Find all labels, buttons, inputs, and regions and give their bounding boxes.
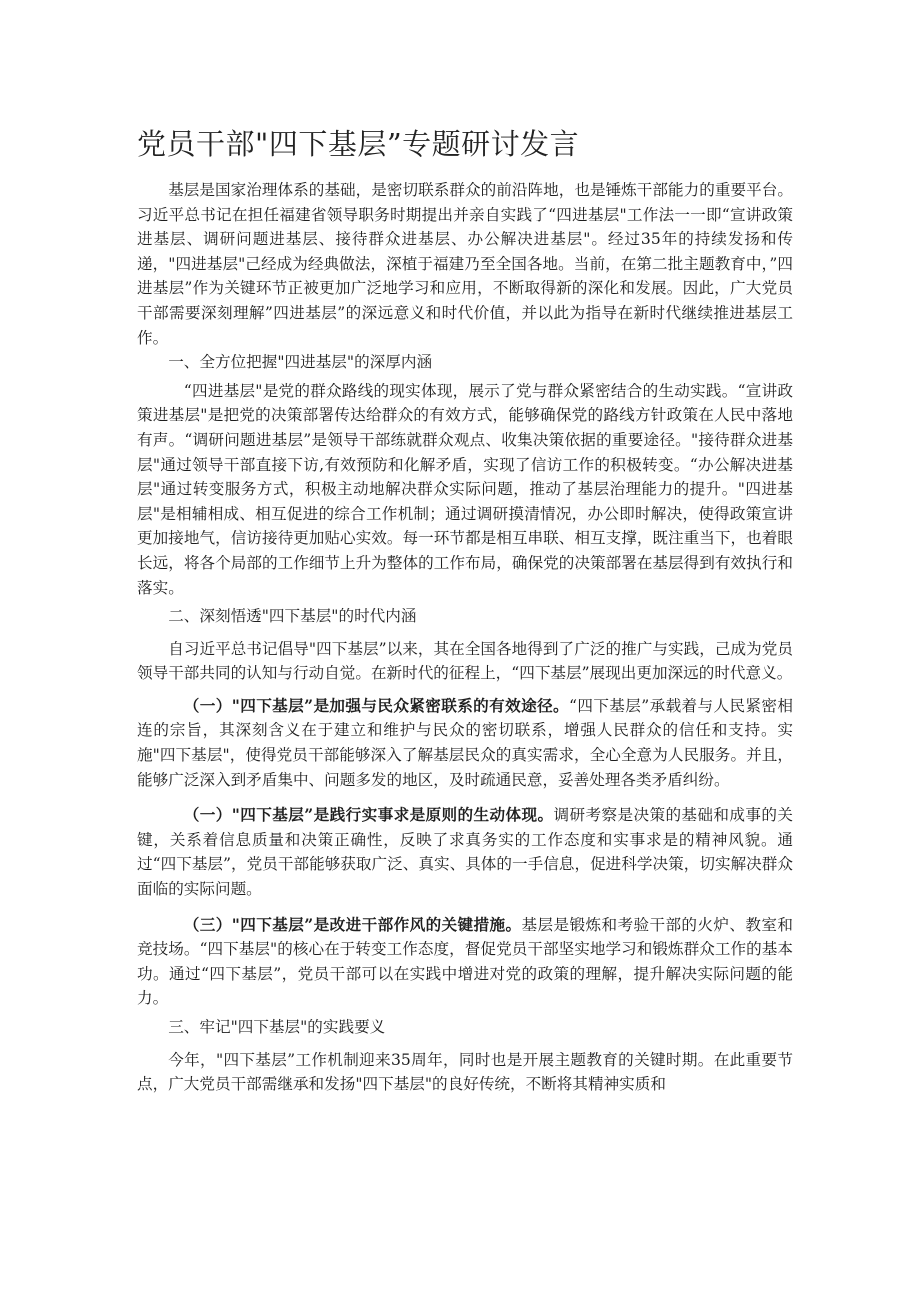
subsection-2-lead: （一）"四下基层”是践行实事求是原则的生动体现。 — [183, 805, 554, 825]
section-2-paragraph: 自习近平总书记倡导"四下基层”以来，其在全国各地得到了广泛的推广与实践，己成为党员领导干部共同的认知与行动自觉。在新时代的征程上，“四下基层”展现出更加深远的时代意义。 — [137, 639, 793, 683]
document-body — [137, 178, 793, 1097]
intro-paragraph: 基层是国家治理体系的基础，是密切联系群众的前沿阵地，也是锤炼干部能力的重要平台。习近平总书记在担任福建省领导职务时期提出并亲自实践了“四进基层"工作法一一即“宣讲政策进基层、调研问题进基层、接待群众进基层、办公解决进基层"。经过35年的持续发扬和传递，"四进基层"己经成为经典做法，深植于福建乃至全国各地。当前，在第二批主题教育中，”四进基层”作为关键环节正被更加广泛地学习和应用，不断取得新的深化和发展。因此，广大党员干部需要深刻理解”四进基层”的深远意义和时代价值，并以此为指导在新时代继续推进基层工作。 — [137, 181, 793, 347]
section-3-heading: 三、牢记"四下基层"的实践要义 — [168, 1018, 386, 1036]
section-2-heading: 二、深刻悟透"四下基层"的时代内涵 — [168, 607, 417, 626]
subsection-3-body: 基层是锻炼和考验干部的火炉、教室和竞技场。“四下基层"的核心在于转变工作态度，督促党员干部坚实地学习和锻炼群众工作的基本功。通过“四下基层”，党员干部可以在实践中增进对党的政策的理解，提升解决实际问题的能力。 — [137, 915, 793, 1008]
section-1-heading: 一、全方位把握"四进基层"的深厚内涵 — [168, 353, 433, 372]
subsection-1-body: “四下基层”承载着与人民紧密相连的宗旨，其深刻含义在于建立和维护与民众的密切联系，增强人民群众的信任和支持。实施"四下基层"，使得党员干部能够深入了解基层民众的真实需求，全心全意为人民服务。并且，能够广泛深入到矛盾集中、问题多发的地区，及时疏通民意，妥善处理各类矛盾纠纷。 — [137, 696, 793, 789]
subsection-3-paragraph — [137, 913, 793, 1011]
subsection-3-lead: （三）"四下基层”是改进干部作风的关键措施。 — [183, 914, 522, 934]
section-1-paragraph: “四进基层"是党的群众路线的现实体现，展示了党与群众紧密结合的生动实践。“宣讲政策进基层"是把党的决策部署传达给群众的有效方式，能够确保党的路线方针政策在人民中落地有声。“调研问题进基层”是领导干部练就群众观点、收集决策依据的重要途径。"接待群众进基层"通过领导干部直接下访,有效预防和化解矛盾，实现了信访工作的积极转变。“办公解决进基层"通过转变服务方式，积极主动地解决群众实际问题，推动了基层治理能力的提升。"四进基层"是相辅相成、相互促进的综合工作机制；通过调研摸清情况，办公即时解决，使得政策宣讲更加接地气，信访接待更加贴心实效。每一环节都是相互串联、相互支撑，既注重当下，也着眼长远，将各个局部的工作细节上升为整体的工作布局，确保党的决策部署在基层得到有效执行和落实。 — [137, 381, 793, 597]
section-3-paragraph: 今年，"四下基层”工作机制迎来35周年，同时也是开展主题教育的关键时期。在此重要节点，广大党员干部需继承和发扬"四下基层"的良好传统，不断将其精神实质和 — [137, 1050, 793, 1094]
document-title: 党员干部"四下基层”专题研讨发言 — [137, 127, 580, 161]
subsection-1-lead: （一）"四下基层”是加强与民众紧密联系的有效途径。 — [183, 695, 570, 715]
subsection-2-body: 调研考察是决策的基础和成事的关键，关系着信息质量和决策正确性，反映了求真务实的工作态度和实事求是的精神风貌。通过“四下基层”，党员干部能够获取广泛、真实、具体的一手信息，促进科学决策，切实解决群众面临的实际问题。 — [137, 806, 793, 899]
subsection-2-paragraph — [137, 803, 793, 901]
subsection-1-paragraph — [137, 694, 793, 792]
